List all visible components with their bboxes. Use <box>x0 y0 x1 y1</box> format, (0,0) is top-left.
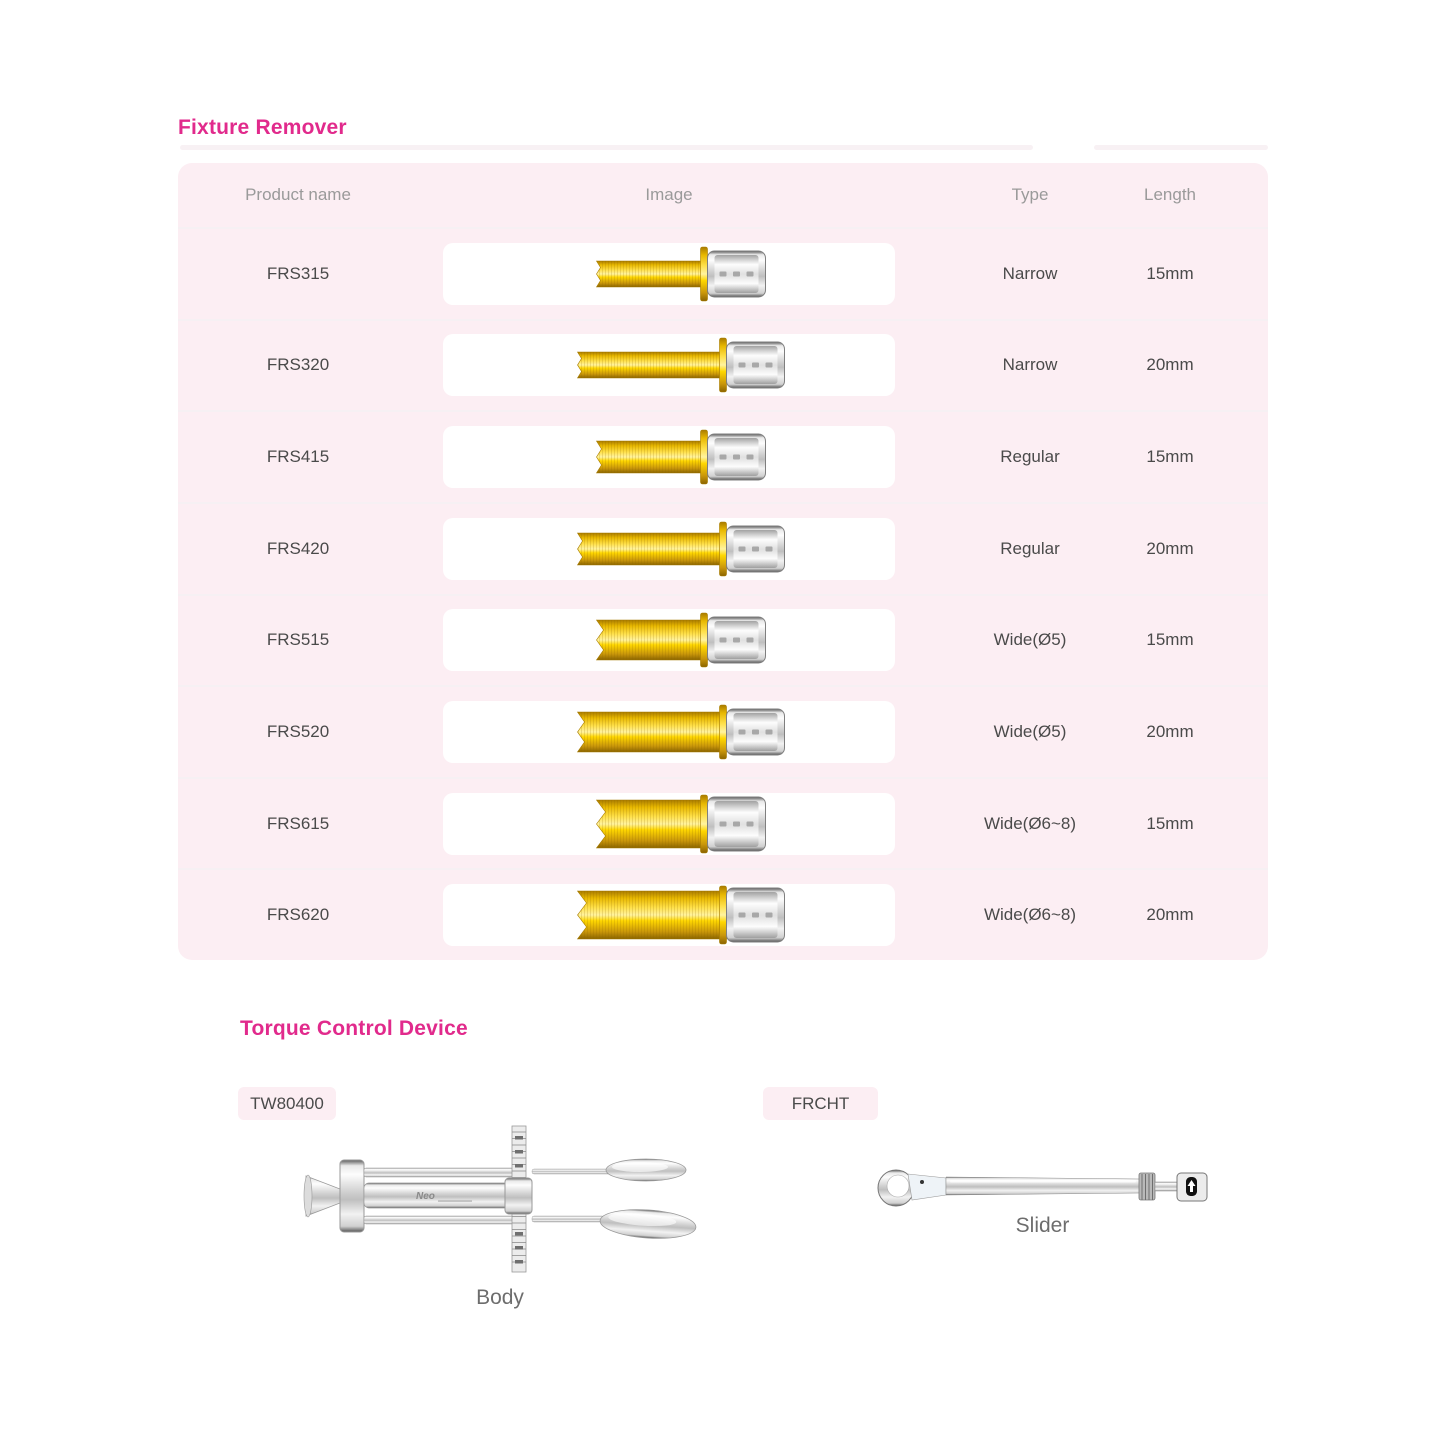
section-title-torque-control: Torque Control Device <box>240 1017 468 1040</box>
gold-fixture-remover-screw-regular-15mm <box>443 426 895 488</box>
product-name-cell: FRS320 <box>266 355 330 375</box>
product-name-cell: FRS315 <box>266 263 330 283</box>
product-name-cell: FRS615 <box>266 813 330 833</box>
table-row <box>178 594 1268 686</box>
product-name-cell: FRS515 <box>266 630 330 650</box>
gold-fixture-remover-screw-wide5-20mm <box>443 701 895 763</box>
body-caption: Body <box>476 1286 524 1309</box>
fixture-remover-table <box>178 163 1268 960</box>
type-cell: Narrow <box>1002 263 1058 283</box>
length-cell: 15mm <box>1146 630 1194 650</box>
table-row <box>178 319 1268 411</box>
slider-caption: Slider <box>1015 1214 1070 1237</box>
gold-fixture-remover-screw-regular-20mm <box>443 518 895 580</box>
torque-wrench-slider-image <box>870 1148 1215 1224</box>
product-code-badge-body: TW80400 <box>238 1087 336 1120</box>
table-body <box>178 227 1268 960</box>
top-divider-left <box>180 145 1033 150</box>
type-cell: Regular <box>1000 447 1060 467</box>
product-name-cell: FRS415 <box>266 447 330 467</box>
type-cell: Wide(Ø6~8) <box>983 905 1077 925</box>
type-cell: Wide(Ø6~8) <box>983 813 1077 833</box>
length-cell: 20mm <box>1146 905 1194 925</box>
product-name-cell: FRS620 <box>266 905 330 925</box>
product-name-cell: FRS420 <box>266 538 330 558</box>
table-row <box>178 777 1268 869</box>
length-cell: 20mm <box>1146 721 1194 741</box>
table-row <box>178 227 1268 319</box>
length-cell: 20mm <box>1146 538 1194 558</box>
type-cell: Wide(Ø5) <box>993 630 1067 650</box>
gold-fixture-remover-screw-wide5-15mm <box>443 609 895 671</box>
column-header-length: Length <box>1144 185 1196 204</box>
type-cell: Regular <box>1000 538 1060 558</box>
length-cell: 15mm <box>1146 813 1194 833</box>
torque-wrench-body-image <box>300 1120 700 1282</box>
length-cell: 15mm <box>1146 263 1194 283</box>
type-cell: Narrow <box>1002 355 1058 375</box>
gold-fixture-remover-screw-wide6-8-20mm <box>443 884 895 946</box>
top-divider-right <box>1094 145 1268 150</box>
column-header-product-name: Product name <box>245 185 351 204</box>
product-code-badge-slider: FRCHT <box>763 1087 878 1120</box>
gold-fixture-remover-screw-narrow-15mm <box>443 243 895 305</box>
table-row <box>178 502 1268 594</box>
table-row <box>178 410 1268 502</box>
table-row <box>178 685 1268 777</box>
column-header-image: Image <box>645 185 693 204</box>
column-header-type: Type <box>1011 185 1049 204</box>
table-row <box>178 868 1268 960</box>
length-cell: 20mm <box>1146 355 1194 375</box>
gold-fixture-remover-screw-wide6-8-15mm <box>443 793 895 855</box>
svg-text:Neo: Neo <box>416 1191 435 1202</box>
product-name-cell: FRS520 <box>266 721 330 741</box>
gold-fixture-remover-screw-narrow-20mm <box>443 334 895 396</box>
length-cell: 15mm <box>1146 447 1194 467</box>
type-cell: Wide(Ø5) <box>993 721 1067 741</box>
section-title-fixture-remover: Fixture Remover <box>178 116 347 139</box>
table-header-row <box>178 163 1268 227</box>
